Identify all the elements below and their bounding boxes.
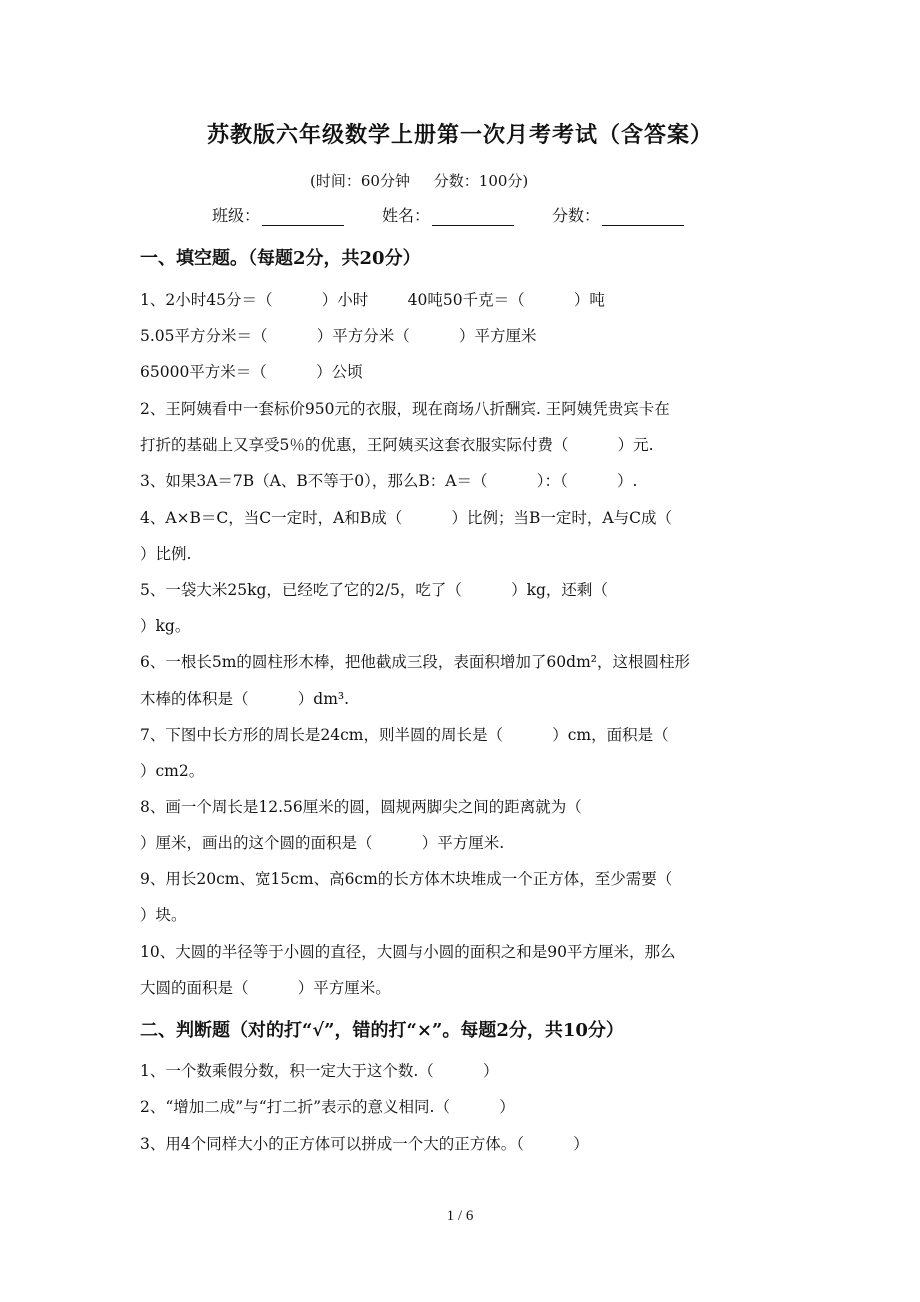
class-field: [212, 203, 344, 226]
question-line: 10、大圆的半径等于小圆的直径，大圆与小圆的面积之和是90平方厘米，那么: [140, 943, 676, 961]
section2-heading: 二、判断题（对的打“√”，错的打“×”。每题2分，共10分）: [140, 1020, 624, 1041]
question-line: 2、王阿姨看中一套标价950元的衣服，现在商场八折酬宾. 王阿姨凭贵宾卡在: [140, 400, 670, 418]
document-title: 苏教版六年级数学上册第一次月考考试（含答案）: [206, 122, 713, 148]
question-line: 1、2小时45分＝（ ）小时 40吨50千克＝（ ）吨: [140, 291, 605, 309]
score-blank: [602, 207, 684, 226]
question-line: 65000平方米＝（ ）公顷: [140, 363, 363, 381]
question-line: ）cm2。: [140, 762, 205, 780]
question-line: ）块。: [140, 906, 187, 924]
score-label: 分数：: [552, 206, 601, 225]
class-label: 班级：: [212, 206, 261, 225]
question-line: 3、如果3A＝7B（A、B不等于0），那么B：A＝（ ）：（ ）.: [140, 472, 638, 490]
question-line: 9、用长20cm、宽15cm、高6cm的长方体木块堆成一个正方体，至少需要（: [140, 870, 673, 888]
question-line: ）比例.: [140, 545, 192, 563]
question-line: 5.05平方分米＝（ ）平方分米（ ）平方厘米: [140, 327, 537, 345]
question-line: 木棒的体积是（ ）dm³.: [140, 690, 350, 708]
question-line: 8、画一个周长是12.56厘米的圆，圆规两脚尖之间的距离就为（: [140, 798, 582, 816]
student-info-row: [212, 203, 722, 226]
name-label: 姓名：: [382, 206, 431, 225]
question-line: 3、用4个同样大小的正方体可以拼成一个大的正方体。（ ）: [140, 1135, 589, 1153]
question-line: 6、一根长5m的圆柱形木棒，把他截成三段，表面积增加了60dm²，这根圆柱形: [140, 653, 690, 671]
page-number: 1 / 6: [446, 1208, 474, 1224]
question-line: 大圆的面积是（ ）平方厘米。: [140, 979, 391, 997]
question-line: 打折的基础上又享受5％的优惠，王阿姨买这套衣服实际付费（ ）元.: [140, 436, 654, 454]
class-blank: [262, 207, 344, 226]
question-line: ）厘米，画出的这个圆的面积是（ ）平方厘米.: [140, 834, 505, 852]
name-blank: [432, 207, 514, 226]
exam-meta: (时间：60分钟 分数：100分): [310, 172, 529, 190]
question-line: 4、A×B＝C，当C一定时，A和B成（ ）比例；当B一定时，A与C成（: [140, 509, 672, 527]
score-field: [552, 203, 684, 226]
question-line: 1、一个数乘假分数，积一定大于这个数.（ ）: [140, 1062, 499, 1080]
question-line: 5、一袋大米25kg，已经吃了它的2/5，吃了（ ）kg，还剩（: [140, 581, 608, 599]
question-line: 7、下图中长方形的周长是24cm，则半圆的周长是（ ）cm，面积是（: [140, 726, 669, 744]
name-field: [382, 203, 514, 226]
section1-heading: 一、填空题。（每题2分，共20分）: [140, 248, 421, 269]
question-line: 2、“增加二成”与“打二折”表示的意义相同.（ ）: [140, 1098, 515, 1116]
question-line: ）kg。: [140, 617, 191, 635]
